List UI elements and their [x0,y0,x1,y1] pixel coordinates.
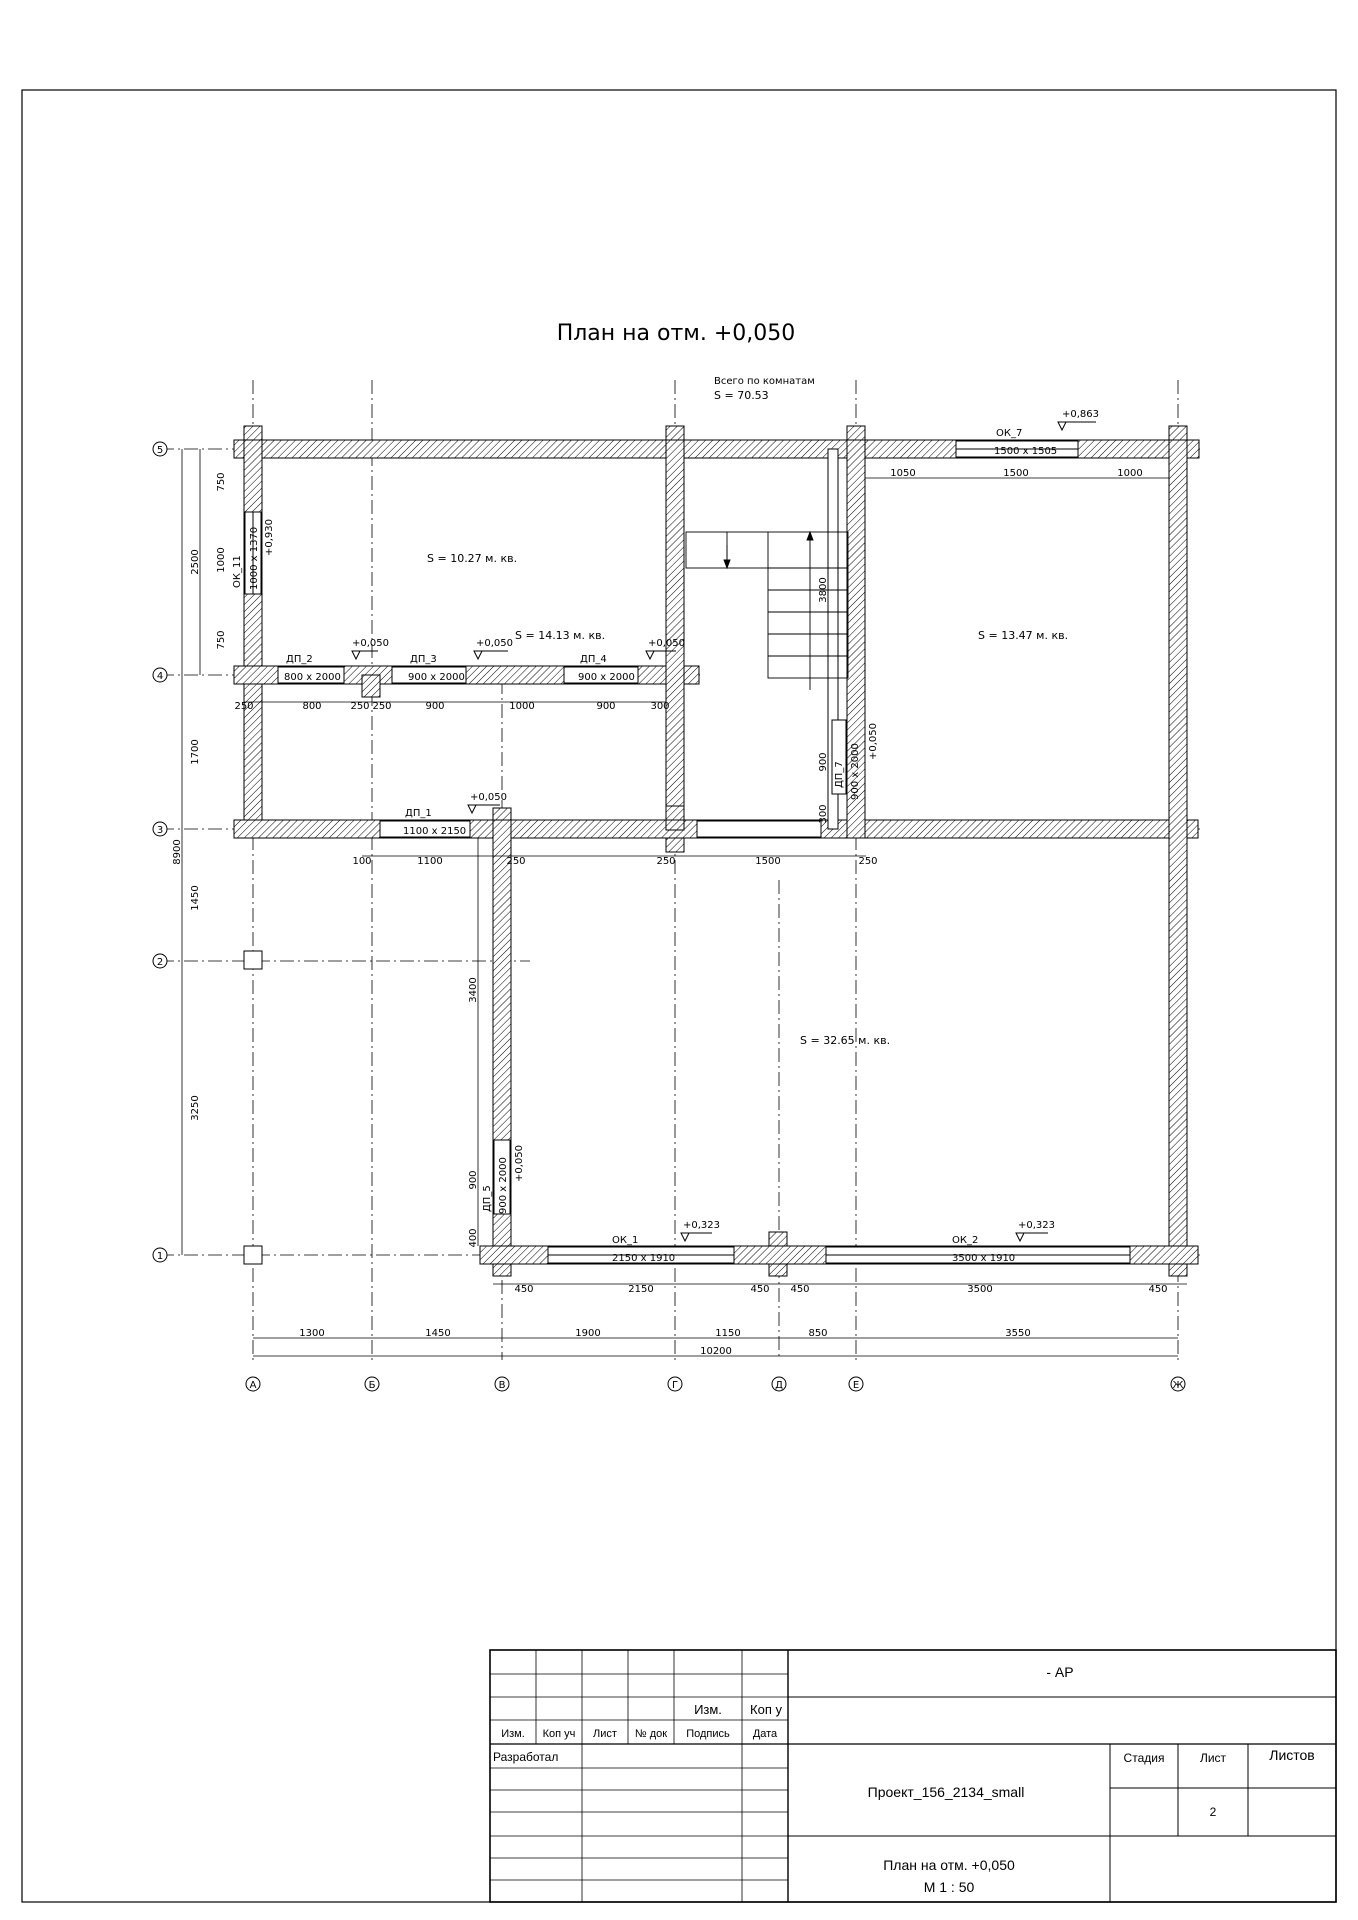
dim-r3-3: 250 [506,856,526,867]
stamp-doc-code: - АР [1046,1664,1074,1680]
axis-letter-e: Е [852,1380,860,1391]
dp3-level: +0,050 [476,638,514,649]
dim-r4-8: 300 [650,701,670,712]
dim-r1-6: 450 [1148,1284,1168,1295]
dim-r1-1: 450 [514,1284,534,1295]
dim-axes-4: 1150 [715,1328,741,1339]
dp1-name: ДП_1 [405,808,432,819]
dp2-name: ДП_2 [286,654,313,665]
stamp-col-ndoc: № док [634,1728,668,1740]
axis-letter-b: Б [368,1380,376,1391]
stamp-col-podpis: Подпись [686,1728,730,1740]
dp5-level: +0,050 [514,1144,525,1182]
dim-r4-7: 900 [596,701,616,712]
sheet-border [22,90,1336,1902]
summary-note [714,376,815,402]
dim-r1-4: 450 [790,1284,810,1295]
ok7-level: +0,863 [1062,409,1100,420]
dim-mid-2: 900 [468,1170,479,1190]
dim-top-1: 1050 [890,468,916,479]
dim-r4-5: 900 [425,701,445,712]
dim-top-3: 1000 [1117,468,1143,479]
room-areas [427,552,1068,1047]
ok11-name: ОК_11 [232,555,243,588]
dim-axes-3: 1900 [575,1328,601,1339]
ok2-bottom-name: ОК_2 [952,1235,979,1246]
ok11-size: 1000 x 1370 [249,526,260,590]
dp1-level: +0,050 [470,792,508,803]
stamp-scale: М 1 : 50 [923,1879,975,1895]
ok7-name: ОК_7 [996,428,1023,439]
axis-letter-a: А [249,1380,257,1391]
staircase [686,532,848,690]
dp1-size: 1100 x 2150 [403,826,467,837]
title-block-texts [493,1664,1315,1895]
dim-r3-1: 100 [352,856,372,867]
room-area-2: S = 14.13 м. кв. [515,629,606,642]
axis-number-5: 5 [156,445,164,456]
axis-letter-v: В [498,1380,506,1391]
dp3-name: ДП_3 [410,654,437,665]
summary-label: Всего по комнатам [714,376,815,387]
dim-r4-3: 250 [350,701,370,712]
stamp-sheet-label: Лист [1199,1751,1227,1765]
axis-bubbles-letters [246,1377,1185,1391]
dp7-size: 900 x 2000 [850,743,861,800]
ok1-bottom-level: +0,323 [683,1220,721,1231]
plan-title: План на отм. +0,050 [556,321,796,346]
dim-r3-6: 250 [858,856,878,867]
dim-r1-2: 2150 [628,1284,654,1295]
dim-r4-4: 250 [372,701,392,712]
dim-left-2: 1000 [216,547,227,573]
stamp-col-list: Лист [593,1728,617,1740]
ok7-size: 1500 x 1505 [994,446,1058,457]
dim-axes-2: 1450 [425,1328,451,1339]
room-area-4: S = 32.65 м. кв. [800,1034,891,1047]
dim-axes-6: 3550 [1005,1328,1031,1339]
axis-number-2: 2 [156,957,164,968]
ok11-level: +0,930 [264,518,275,556]
dp4-level: +0,050 [648,638,686,649]
dim-left-outer-1: 2500 [190,549,201,575]
axis-letter-zh: Ж [1172,1380,1184,1391]
stamp-col-kopuch: Коп уч [542,1728,576,1740]
stamp-sheets-label: Листов [1269,1747,1315,1763]
dim-top-2: 1500 [1003,468,1029,479]
dim-r4-1: 250 [234,701,254,712]
dim-left-1: 750 [216,472,227,492]
dp7-name: ДП_7 [834,761,845,788]
dp2-size: 800 x 2000 [284,672,341,683]
axis-letter-d: Д [775,1380,783,1391]
dim-left-5: 1450 [190,885,201,911]
axis-letter-g: Г [671,1380,679,1391]
stamp-drawing-title: План на отм. +0,050 [883,1857,1015,1873]
dp5-name: ДП_5 [482,1185,493,1212]
dp4-size: 900 x 2000 [578,672,635,683]
dim-r1-3: 450 [750,1284,770,1295]
dim-left-6: 3250 [190,1095,201,1121]
dim-total: 10200 [700,1346,732,1357]
dim-stair: 3800 [818,577,829,603]
axis-bubbles-numbers [153,442,167,1262]
openings [245,441,1130,1263]
room-area-1: S = 10.27 м. кв. [427,552,518,565]
walls [234,426,1199,1276]
dim-door-side-2: 300 [818,804,829,824]
stamp-developed: Разработал [493,1750,559,1764]
stamp-header-izm: Изм. [694,1702,722,1717]
stamp-project: Проект_156_2134_small [867,1784,1025,1800]
dim-r4-6: 1000 [509,701,535,712]
dp3-size: 900 x 2000 [408,672,465,683]
ok2-bottom-level: +0,323 [1018,1220,1056,1231]
dp5-size: 900 x 2000 [498,1157,509,1214]
ok1-bottom-size: 2150 x 1910 [612,1253,676,1264]
dim-mid-1: 3400 [468,977,479,1003]
ok1-bottom-name: ОК_1 [612,1235,639,1246]
room-area-3: S = 13.47 м. кв. [978,629,1069,642]
dim-left-4: 1700 [190,739,201,765]
stamp-col-data: Дата [752,1728,778,1740]
dim-axes-5: 850 [808,1328,828,1339]
stamp-sheet-number: 2 [1209,1805,1217,1819]
dim-left-3: 750 [216,630,227,650]
dim-r3-2: 1100 [417,856,443,867]
dim-r3-4: 250 [656,856,676,867]
stamp-header-kopu: Коп у [750,1702,782,1717]
dim-axes-1: 1300 [299,1328,325,1339]
ok2-bottom-size: 3500 x 1910 [952,1253,1016,1264]
dp7-level: +0,050 [868,722,879,760]
dim-door-side-1: 900 [818,752,829,772]
axis-number-4: 4 [156,671,164,682]
summary-value: S = 70.53 [714,389,769,402]
stamp-stage-label: Стадия [1123,1751,1165,1765]
dim-mid-3: 400 [468,1228,479,1248]
axis-number-3: 3 [156,825,164,836]
dp2-level: +0,050 [352,638,390,649]
dim-r4-2: 800 [302,701,322,712]
dim-left-outer-2: 8900 [172,839,183,865]
dim-r1-5: 3500 [967,1284,993,1295]
dp4-name: ДП_4 [580,654,607,665]
axis-number-1: 1 [156,1251,164,1262]
dim-r3-5: 1500 [755,856,781,867]
stamp-col-izm: Изм. [501,1728,525,1740]
